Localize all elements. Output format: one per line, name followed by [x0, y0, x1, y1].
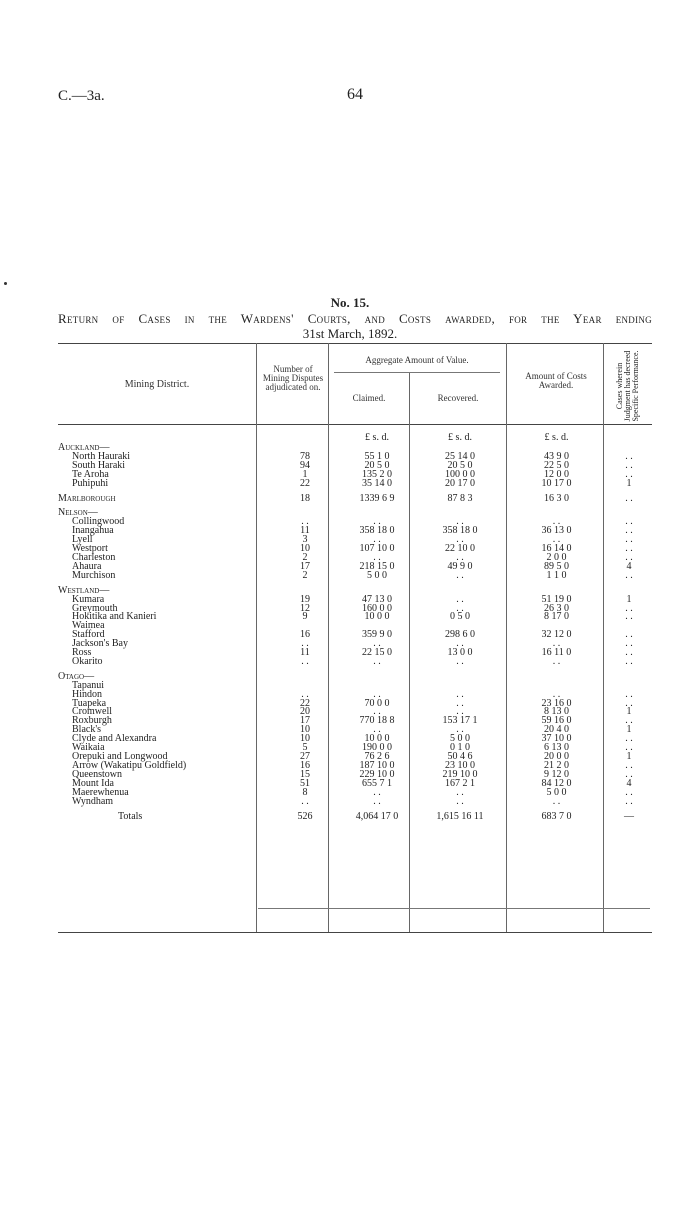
disputes-cell: 11: [300, 647, 310, 659]
total-claimed: 4,064 17 0: [355, 811, 399, 823]
costs-cell: 16 14 0: [541, 543, 572, 555]
claimed-cell: 76 2 6: [364, 751, 390, 762]
costs-cell: . .: [552, 516, 561, 528]
performance-cell: . .: [625, 569, 633, 581]
costs-cell: 6 13 0: [544, 742, 569, 754]
header-bottom-rule: [58, 424, 652, 425]
table-row: [58, 658, 652, 667]
costs-cell: 84 12 0: [541, 777, 572, 789]
district-name: Jackson's Bay: [72, 638, 128, 650]
costs-cell: 20 4 0: [544, 724, 569, 736]
district-name: Hokitika and Kanieri: [72, 611, 157, 623]
district-name: South Haraki: [72, 459, 126, 471]
performance-cell: . .: [625, 688, 633, 700]
cases-table: [58, 432, 652, 828]
disputes-cell: 19: [300, 593, 310, 605]
disputes-cell: 16: [300, 629, 310, 641]
claimed-cell: 55 1 0: [364, 450, 390, 462]
recovered-cell: . .: [456, 706, 464, 718]
disputes-cell: . .: [301, 655, 309, 667]
claimed-cell: 359 9 0: [362, 629, 392, 641]
region-row: [58, 673, 652, 682]
disputes-cell: 16: [300, 759, 310, 771]
recovered-cell: 20 5 0: [447, 459, 473, 471]
recovered-cell: . .: [456, 724, 464, 736]
district-name: Clyde and Alexandra: [72, 733, 157, 745]
performance-cell: . .: [625, 492, 633, 504]
units-recovered: £ s. d.: [448, 431, 472, 443]
header-disputes: Number of Mining Disputes adjudicated on.: [262, 364, 324, 392]
recovered-cell: 20 17 0: [445, 477, 475, 489]
table-title-date: 31st March, 1892.: [302, 326, 398, 341]
costs-cell: 51 19 0: [541, 593, 572, 605]
performance-cell: . .: [625, 733, 633, 745]
costs-cell: 32 12 0: [541, 629, 572, 641]
district-name: Black's: [72, 724, 102, 736]
costs-cell: . .: [552, 638, 561, 650]
recovered-cell: . .: [456, 569, 464, 581]
district-name: Maerewhenua: [72, 786, 129, 798]
costs-cell: . .: [552, 688, 561, 700]
recovered-cell: . .: [456, 795, 464, 807]
performance-cell: . .: [625, 629, 633, 641]
recovered-cell: 153 17 1: [442, 715, 478, 727]
costs-cell: 5 0 0: [546, 786, 567, 798]
table-number: No. 15.: [330, 295, 370, 310]
disputes-cell: 20: [300, 706, 310, 718]
disputes-cell: 78: [300, 450, 310, 462]
performance-cell: 4: [626, 560, 632, 572]
claimed-cell: 1339 6 9: [359, 492, 395, 504]
costs-cell: . .: [552, 534, 561, 546]
disputes-cell: 15: [300, 768, 310, 780]
performance-cell: . .: [625, 611, 633, 623]
disputes-cell: 17: [300, 560, 310, 572]
costs-cell: 16 3 0: [544, 492, 569, 504]
recovered-cell: 219 10 0: [442, 768, 478, 780]
disputes-cell: 9: [302, 611, 308, 623]
disputes-cell: 94: [300, 459, 310, 471]
claimed-cell: . .: [373, 534, 381, 546]
region-name: Westland—: [58, 584, 110, 596]
disputes-cell: . .: [301, 638, 309, 650]
recovered-cell: . .: [456, 697, 464, 709]
district-name: Puhipuhi: [72, 477, 109, 489]
disputes-cell: 2: [302, 569, 308, 581]
costs-cell: 8 13 0: [544, 706, 569, 718]
claimed-cell: . .: [373, 795, 381, 807]
performance-cell: 4: [626, 777, 632, 789]
claimed-cell: 22 15 0: [362, 647, 392, 659]
recovered-cell: 0 5 0: [450, 611, 470, 623]
disputes-cell: 18: [300, 492, 310, 504]
region-name: Otago—: [58, 670, 95, 682]
district-name: Ahaura: [72, 560, 102, 572]
table-row: [58, 495, 652, 504]
claimed-cell: . .: [373, 516, 381, 528]
claimed-cell: . .: [373, 706, 381, 718]
district-name: Okarito: [72, 655, 103, 667]
costs-cell: 43 9 0: [544, 450, 569, 462]
claimed-cell: 47 13 0: [362, 593, 392, 605]
table-row: [58, 572, 652, 581]
claimed-cell: 35 14 0: [362, 477, 392, 489]
recovered-cell: 13 0 0: [447, 647, 473, 659]
performance-cell: . .: [625, 768, 633, 780]
costs-cell: 9 12 0: [544, 768, 569, 780]
claimed-cell: 218 15 0: [359, 560, 395, 572]
table-row: [58, 613, 652, 622]
claimed-cell: 358 18 0: [359, 525, 395, 537]
recovered-cell: 298 6 0: [445, 629, 475, 641]
claimed-cell: 190 0 0: [362, 742, 392, 754]
performance-cell: . .: [625, 525, 633, 537]
district-name: Lyell: [72, 534, 93, 546]
header-mining-district: Mining District.: [124, 379, 190, 390]
district-name: Charleston: [72, 551, 116, 563]
costs-cell: 12 0 0: [544, 468, 569, 480]
district-name: Inangahua: [72, 525, 114, 537]
claimed-cell: 770 18 8: [359, 715, 395, 727]
disputes-cell: 10: [300, 724, 310, 736]
recovered-cell: . .: [456, 534, 464, 546]
disputes-cell: 2: [302, 551, 308, 563]
units-costs: £ s. d.: [544, 431, 569, 443]
recovered-cell: 358 18 0: [442, 525, 478, 537]
table-row: [58, 527, 652, 536]
claimed-cell: 20 5 0: [364, 459, 390, 471]
costs-cell: 22 5 0: [544, 459, 569, 471]
disputes-cell: . .: [301, 516, 309, 528]
total-recovered: 1,615 16 11: [436, 811, 484, 823]
table-row: [58, 682, 652, 691]
header-claimed: Claimed.: [352, 393, 386, 403]
recovered-cell: 5 0 0: [450, 733, 470, 745]
district-name: Roxburgh: [72, 715, 112, 727]
recovered-cell: 50 4 6: [447, 751, 473, 762]
disputes-cell: 5: [302, 742, 308, 754]
recovered-cell: 49 9 0: [447, 560, 473, 572]
table-row: [58, 789, 652, 798]
header-aggregate: Aggregate Amount of Value.: [365, 355, 469, 365]
performance-cell: . .: [625, 786, 633, 798]
costs-cell: 2 0 0: [546, 551, 567, 563]
costs-cell: 20 0 0: [544, 751, 569, 762]
aggregate-underline: [334, 372, 500, 373]
recovered-cell: 23 10 0: [445, 759, 475, 771]
district-name: Waimea: [72, 620, 105, 632]
disputes-cell: . .: [301, 795, 309, 807]
claimed-cell: 5 0 0: [367, 569, 387, 581]
total-disputes: 526: [297, 811, 313, 823]
district-name: Tapanui: [72, 679, 105, 691]
performance-cell: . .: [625, 715, 633, 727]
claimed-cell: 107 10 0: [359, 543, 395, 555]
performance-cell: 1: [626, 477, 632, 489]
table-row: [58, 480, 652, 489]
performance-cell: . .: [625, 543, 633, 555]
recovered-cell: 25 14 0: [445, 450, 475, 462]
region-row: [58, 509, 652, 518]
performance-cell: 1: [626, 706, 632, 718]
table-title: Return of Cases in the Wardens' Courts, and Costs awarded, for the Year ending: [58, 311, 652, 326]
costs-cell: 16 11 0: [541, 647, 572, 659]
claimed-cell: . .: [373, 688, 381, 700]
recovered-cell: . .: [456, 688, 464, 700]
costs-cell: 23 16 0: [541, 697, 572, 709]
recovered-cell: 167 2 1: [445, 777, 475, 789]
performance-cell: . .: [625, 638, 633, 650]
totals-label: Totals: [118, 811, 143, 823]
costs-cell: 36 13 0: [541, 525, 572, 537]
header-performance: Cases wherein Judgment has decreed Specific Performance.: [615, 350, 640, 422]
claimed-cell: . .: [373, 551, 381, 563]
header-costs: Amount of Costs Awarded.: [525, 371, 587, 390]
disputes-cell: 8: [302, 786, 308, 798]
district-name: North Hauraki: [72, 450, 131, 462]
costs-cell: 59 16 0: [541, 715, 572, 727]
recovered-cell: 0 1 0: [450, 742, 470, 754]
units-spacer: [606, 432, 652, 444]
claimed-cell: 10 0 0: [364, 611, 390, 623]
units-spacer: [269, 432, 341, 444]
performance-cell: 1: [626, 751, 632, 762]
district-name: Westport: [72, 543, 108, 555]
disputes-cell: . .: [301, 688, 309, 700]
units-claimed: £ s. d.: [365, 431, 389, 443]
district-name: Greymouth: [72, 602, 118, 614]
table-bottom-rule: [58, 932, 652, 933]
district-name: Collingwood: [72, 516, 125, 528]
performance-cell: . .: [625, 759, 633, 771]
disputes-cell: 3: [302, 534, 308, 546]
recovered-cell: 100 0 0: [445, 468, 475, 480]
recovered-cell: 87 8 3: [447, 492, 473, 504]
disputes-cell: 22: [300, 697, 310, 709]
district-name: Cromwell: [72, 706, 112, 718]
performance-cell: 1: [626, 724, 632, 736]
region-name: Nelson—: [58, 507, 98, 519]
header-top-rule: [58, 343, 652, 344]
total-performance: —: [624, 811, 634, 823]
totals-rule: [258, 908, 650, 909]
performance-cell: . .: [625, 697, 633, 709]
district-name: Mount Ida: [72, 777, 114, 789]
performance-cell: . .: [625, 655, 633, 667]
table-row: [58, 798, 652, 807]
recovered-cell: . .: [456, 602, 464, 614]
units-row: [58, 432, 652, 444]
claimed-cell: . .: [373, 638, 381, 650]
performance-cell: . .: [625, 602, 633, 614]
costs-cell: 21 2 0: [544, 759, 569, 771]
document-reference: C.—3a.: [58, 88, 105, 104]
performance-cell: . .: [625, 742, 633, 754]
claimed-cell: . .: [373, 786, 381, 798]
recovered-cell: . .: [456, 593, 464, 605]
disputes-cell: 51: [300, 777, 310, 789]
costs-cell: . .: [552, 655, 561, 667]
district-name: Te Aroha: [72, 468, 109, 480]
claimed-cell: 187 10 0: [359, 759, 395, 771]
margin-mark: [4, 282, 7, 285]
disputes-cell: 12: [300, 602, 310, 614]
district-name: Ross: [72, 647, 92, 659]
claimed-cell: 655 7 1: [362, 777, 392, 789]
recovered-cell: . .: [456, 655, 464, 667]
district-name: Arrow (Wakatipu Goldfield): [72, 759, 187, 771]
costs-cell: 89 5 0: [544, 560, 569, 572]
costs-cell: 1 1 0: [546, 569, 567, 581]
header-recovered: Recovered.: [437, 393, 479, 403]
claimed-cell: . .: [373, 655, 381, 667]
disputes-cell: 27: [300, 751, 310, 762]
costs-cell: 26 3 0: [544, 602, 569, 614]
district-name: Kumara: [72, 593, 105, 605]
district-name: Tuapeka: [72, 697, 107, 709]
costs-cell: 8 17 0: [544, 611, 569, 623]
performance-cell: 1: [626, 593, 632, 605]
district-name: Wyndham: [72, 795, 114, 807]
table-row: [58, 631, 652, 640]
claimed-cell: 10 0 0: [364, 733, 390, 745]
recovered-cell: . .: [456, 638, 464, 650]
recovered-cell: . .: [456, 551, 464, 563]
district-name: Waikaia: [72, 742, 105, 754]
disputes-cell: 1: [302, 468, 308, 480]
costs-cell: . .: [552, 795, 561, 807]
district-name: Marlborough: [58, 492, 116, 504]
costs-cell: 37 10 0: [541, 733, 572, 745]
recovered-cell: 22 10 0: [445, 543, 475, 555]
performance-cell: . .: [625, 795, 633, 807]
recovered-cell: . .: [456, 786, 464, 798]
performance-cell: . .: [625, 459, 633, 471]
region-name: Auckland—: [58, 442, 110, 453]
district-name: Hindon: [72, 688, 102, 700]
district-name: Stafford: [72, 629, 105, 641]
disputes-cell: 17: [300, 715, 310, 727]
performance-cell: . .: [625, 516, 633, 528]
page-number: 64: [347, 86, 363, 103]
performance-cell: . .: [625, 551, 633, 563]
claimed-cell: . .: [373, 724, 381, 736]
disputes-cell: 10: [300, 543, 310, 555]
performance-cell: . .: [625, 468, 633, 480]
district-name: Murchison: [72, 569, 116, 581]
district-name: Orepuki and Longwood: [72, 751, 168, 762]
total-costs: 683 7 0: [541, 811, 572, 823]
disputes-cell: 11: [300, 525, 310, 537]
claimed-cell: 135 2 0: [362, 468, 392, 480]
disputes-cell: 22: [300, 477, 310, 489]
claimed-cell: 160 0 0: [362, 602, 392, 614]
performance-cell: . .: [625, 450, 633, 462]
district-name: Queenstown: [72, 768, 122, 780]
table-row: [58, 649, 652, 658]
performance-cell: . .: [625, 647, 633, 659]
totals-row: [58, 806, 652, 828]
claimed-cell: 70 0 0: [364, 697, 390, 709]
claimed-cell: 229 10 0: [359, 768, 395, 780]
recovered-cell: . .: [456, 516, 464, 528]
costs-cell: 10 17 0: [541, 477, 572, 489]
performance-cell: . .: [625, 534, 633, 546]
disputes-cell: 10: [300, 733, 310, 745]
